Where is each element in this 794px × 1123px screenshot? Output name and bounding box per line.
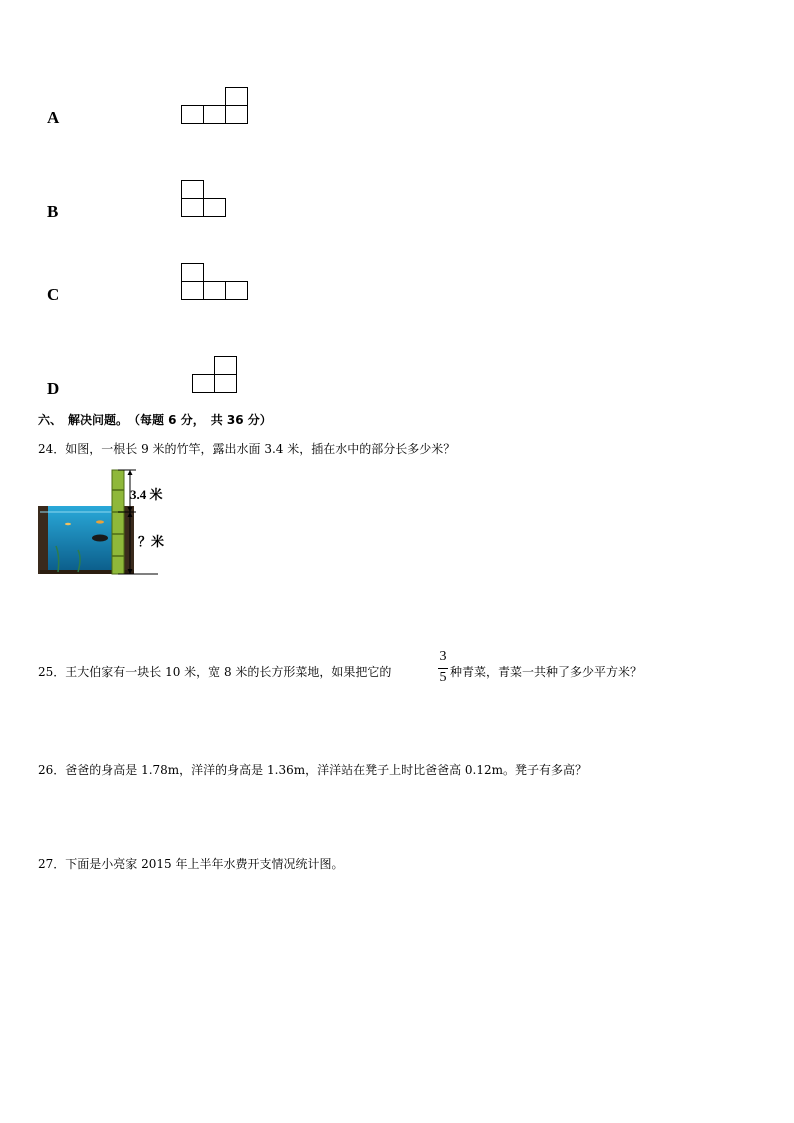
question-25-text-before: 25．王大伯家有一块长 10 米，宽 8 米的长方形菜地，如果把它的	[38, 665, 392, 679]
option-c-label: C	[47, 285, 60, 304]
bamboo-water-figure	[38, 466, 178, 578]
figure-cell	[225, 87, 248, 106]
option-d-label: D	[47, 379, 60, 398]
figure-cell	[203, 105, 226, 124]
question-24-text: 24．如图，一根长 9 米的竹竿，露出水面 3.4 米，插在水中的部分长多少米？	[38, 442, 456, 456]
figure-cell	[181, 180, 204, 199]
figure-cell	[225, 281, 248, 300]
figure-cell	[203, 281, 226, 300]
figure-cell	[181, 198, 204, 217]
option-b-label: B	[47, 202, 59, 221]
option-a-label: A	[47, 108, 60, 127]
figure-cell	[181, 105, 204, 124]
bamboo-water-illustration	[38, 466, 178, 578]
figure-cell	[181, 281, 204, 300]
figure-cell	[203, 198, 226, 217]
figure-label-below-water: ？米	[138, 534, 165, 549]
figure-cell	[225, 105, 248, 124]
fraction-denominator: 5	[439, 670, 447, 685]
figure-cell	[181, 263, 204, 282]
figure-cell	[192, 374, 215, 393]
fraction-numerator: 3	[439, 649, 447, 664]
fraction-bar	[438, 668, 448, 669]
figure-cell	[214, 374, 237, 393]
figure-label-above-water: 3.4 米	[130, 487, 163, 502]
question-26-text: 26．爸爸的身高是 1.78m，洋洋的身高是 1.36m，洋洋站在凳子上时比爸爸高 0.12m。凳子有多高？	[38, 763, 588, 777]
section-heading: 六、 解决问题。 （每题 6 分， 共 36 分）	[38, 413, 272, 427]
question-25-text-after: 种青菜，青菜一共种了多少平方米？	[450, 665, 643, 679]
question-27-text: 27．下面是小亮家 2015 年上半年水费开支情况统计图。	[38, 857, 344, 871]
figure-cell	[214, 356, 237, 375]
